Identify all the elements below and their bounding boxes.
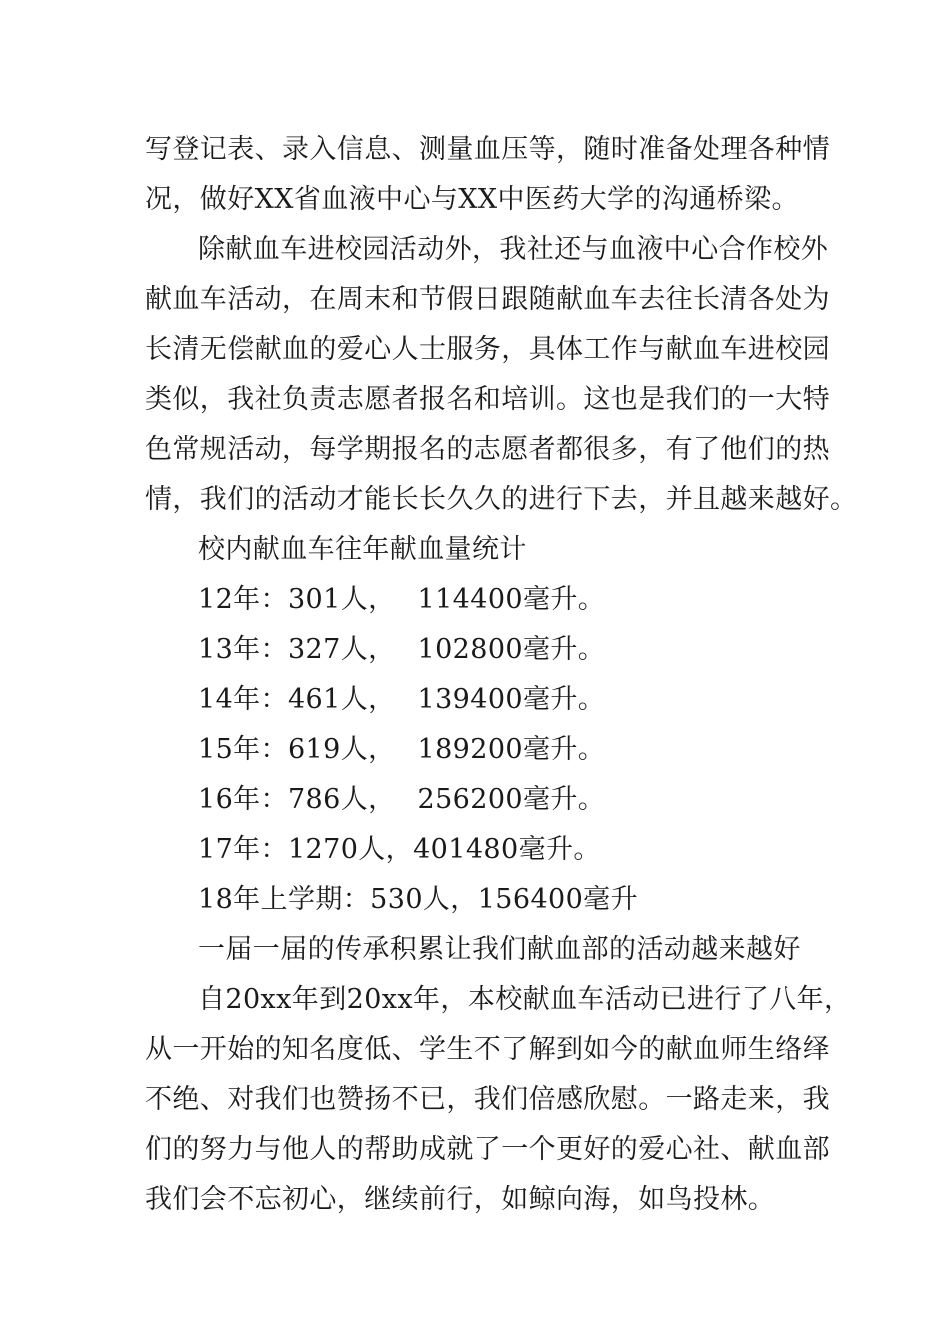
paragraph-3-line-2: 从一开始的知名度低、学生不了解到如今的献血师生络绎 [145, 1034, 830, 1065]
stats-row [198, 884, 638, 916]
stats-volume: 139400毫升。 [417, 684, 606, 715]
paragraph-1-line-2: 况，做好XX省血液中心与XX中医药大学的沟通桥梁。 [145, 184, 799, 215]
stats-year: 14年： [198, 684, 288, 715]
stats-year: 18年上学期： [198, 884, 371, 915]
stats-people: 619人， [287, 734, 396, 765]
stats-volume: 256200毫升。 [417, 784, 606, 815]
paragraph-2-line-2: 献血车活动，在周末和节假日跟随献血车去往长清各处为 [145, 284, 830, 315]
paragraph-2-line-4: 类似，我社负责志愿者报名和培训。这也是我们的一大特 [145, 384, 830, 415]
stats-year: 16年： [198, 784, 288, 815]
section-heading: 一届一届的传承积累让我们献血部的活动越来越好 [198, 934, 801, 965]
stats-row [198, 584, 605, 616]
stats-volume: 102800毫升。 [417, 634, 606, 665]
stats-volume: 156400毫升 [477, 884, 638, 915]
stats-row [198, 684, 605, 716]
stats-row [198, 784, 605, 816]
stats-volume: 189200毫升。 [417, 734, 606, 765]
paragraph-2-line-1: 除献血车进校园活动外，我社还与血液中心合作校外 [198, 234, 829, 265]
paragraph-3-line-1: 自20xx年到20xx年，本校献血车活动已进行了八年， [198, 984, 852, 1015]
paragraph-3-line-5: 我们会不忘初心，继续前行，如鲸向海，如鸟投林。 [145, 1184, 776, 1215]
stats-row [198, 634, 605, 666]
stats-volume: 401480毫升。 [413, 834, 601, 865]
stats-people: 786人， [287, 784, 396, 815]
stats-people: 327人， [287, 634, 396, 665]
paragraph-3-line-3: 不绝、对我们也赞扬不已，我们倍感欣慰。一路走来，我 [145, 1084, 830, 1115]
paragraph-2-line-5: 色常规活动，每学期报名的志愿者都很多，有了他们的热 [145, 434, 830, 465]
stats-volume: 114400毫升。 [417, 584, 606, 615]
stats-people: 301人， [287, 584, 396, 615]
stats-heading: 校内献血车往年献血量统计 [198, 534, 527, 565]
stats-row [198, 734, 605, 766]
stats-people: 530人， [370, 884, 478, 915]
stats-year: 12年： [198, 584, 288, 615]
stats-year: 13年： [198, 634, 288, 665]
paragraph-3-line-4: 们的努力与他人的帮助成就了一个更好的爱心社、献血部 [145, 1134, 830, 1165]
paragraph-2-line-6: 情，我们的活动才能长长久久的进行下去，并且越来越好。 [145, 484, 858, 515]
stats-year: 17年： [198, 834, 288, 865]
paragraph-2-line-3: 长清无偿献血的爱心人士服务，具体工作与献血车进校园 [145, 334, 830, 365]
stats-year: 15年： [198, 734, 288, 765]
stats-row [198, 834, 601, 866]
paragraph-1-line-1: 写登记表、录入信息、测量血压等，随时准备处理各种情 [145, 134, 830, 165]
stats-people: 461人， [287, 684, 396, 715]
stats-people: 1270人， [287, 834, 414, 865]
